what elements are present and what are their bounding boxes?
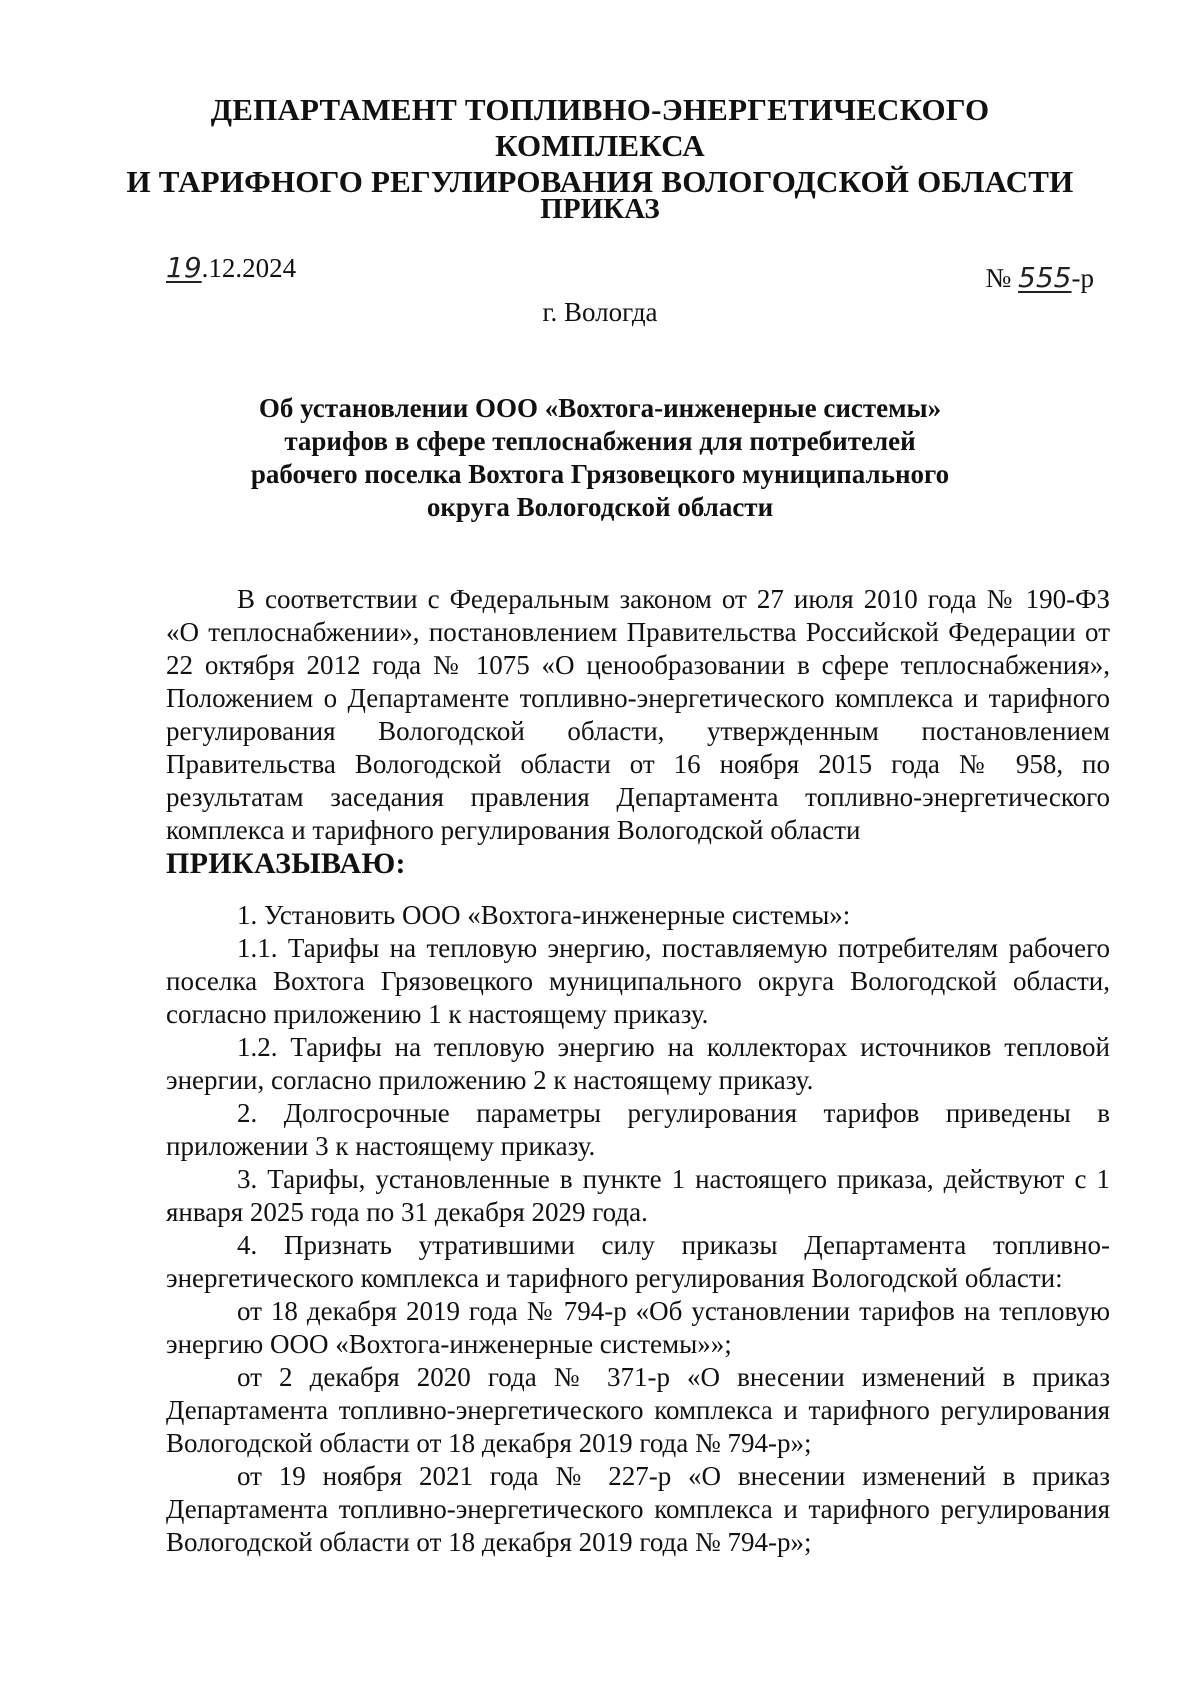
- order-number: [986, 262, 1094, 294]
- order-date: [166, 252, 296, 284]
- item-paragraph: 1. Установить ООО «Вохтога-инженерные системы»:: [237, 900, 851, 930]
- item-paragraph: 3. Тарифы, установленные в пункте 1 настоящего приказа, действуют с 1 января 2025 года по 31 декабря 2029 года.: [166, 1164, 1110, 1227]
- date-day-handwritten: 19: [166, 251, 202, 284]
- date-rest: .12.2024: [201, 253, 297, 283]
- item-paragraph: 4. Признать утратившими силу приказы Департамента топливно-энергетического комплекса и тарифного регулирования Вологодской области:: [166, 1230, 1110, 1293]
- subject-line: Об установлении ООО «Вохтога-инженерные системы»: [258, 393, 942, 423]
- item-paragraph: от 2 декабря 2020 года № 371-р «О внесении изменений в приказ Департамента топливно-энергетического комплекса и тарифного регулирования Вологодской области от 18 декабря 2019 года № 794-р»;: [166, 1362, 1110, 1458]
- item-paragraph: от 18 декабря 2019 года № 794-р «Об установлении тарифов на тепловую энергию ООО «Вохтога-инженерные системы»»;: [166, 1296, 1110, 1359]
- command-paragraph: [166, 847, 1110, 881]
- subject-line: рабочего поселка Вохтога Грязовецкого муниципального: [250, 459, 950, 489]
- preamble-paragraph: В соответствии с Федеральным законом от 27 июля 2010 года № 190-ФЗ «О теплоснабжении», постановлением Правительства Российской Федерации от 22 октября 2012 года № 1075 «О ценообразовании в сфере теплоснабжения», Положением о Департаменте топливно-энергетического комплекса и тарифного регулирования Вологодской области, утвержденным постановлением Правительства Вологодской области от 16 ноября 2015 года № 958, по результатам заседания правления Департамента топливно-энергетического комплекса и тарифного регулирования Вологодской области: [166, 584, 1110, 845]
- subject-line: округа Вологодской области: [426, 492, 774, 522]
- item-paragraph: 2. Долгосрочные параметры регулирования тарифов приведены в приложении 3 к настоящему приказу.: [166, 1098, 1110, 1161]
- header-line-2: И ТАРИФНОГО РЕГУЛИРОВАНИЯ ВОЛОГОДСКОЙ ОБЛАСТИ: [126, 164, 1074, 199]
- order-subject: [220, 392, 980, 524]
- order-title: ПРИКАЗ: [540, 193, 660, 225]
- item-paragraph: 1.1. Тарифы на тепловую энергию, поставляемую потребителям рабочего поселка Вохтога Грязовецкого муниципального округа Вологодской области, согласно приложению 1 к настоящему приказу.: [166, 933, 1110, 1029]
- item-paragraph: 1.2. Тарифы на тепловую энергию на коллекторах источников тепловой энергии, согласно приложению 2 к настоящему приказу.: [166, 1032, 1110, 1095]
- number-value-handwritten: 555: [1018, 261, 1072, 294]
- number-prefix: №: [985, 263, 1019, 293]
- department-header: [120, 92, 1080, 200]
- city: г. Вологда: [542, 297, 658, 327]
- number-suffix: -р: [1071, 263, 1094, 293]
- header-line-1: ДЕПАРТАМЕНТ ТОПЛИВНО-ЭНЕРГЕТИЧЕСКОГО КОМПЛЕКСА: [210, 92, 990, 163]
- item-paragraph: от 19 ноября 2021 года № 227-р «О внесении изменений в приказ Департамента топливно-энергетического комплекса и тарифного регулирования Вологодской области от 18 декабря 2019 года № 794-р»;: [166, 1461, 1110, 1557]
- spacer: [166, 881, 1110, 899]
- subject-line: тарифов в сфере теплоснабжения для потребителей: [284, 426, 916, 456]
- command-word: ПРИКАЗЫВАЮ:: [166, 847, 406, 880]
- order-body: [166, 583, 1110, 1559]
